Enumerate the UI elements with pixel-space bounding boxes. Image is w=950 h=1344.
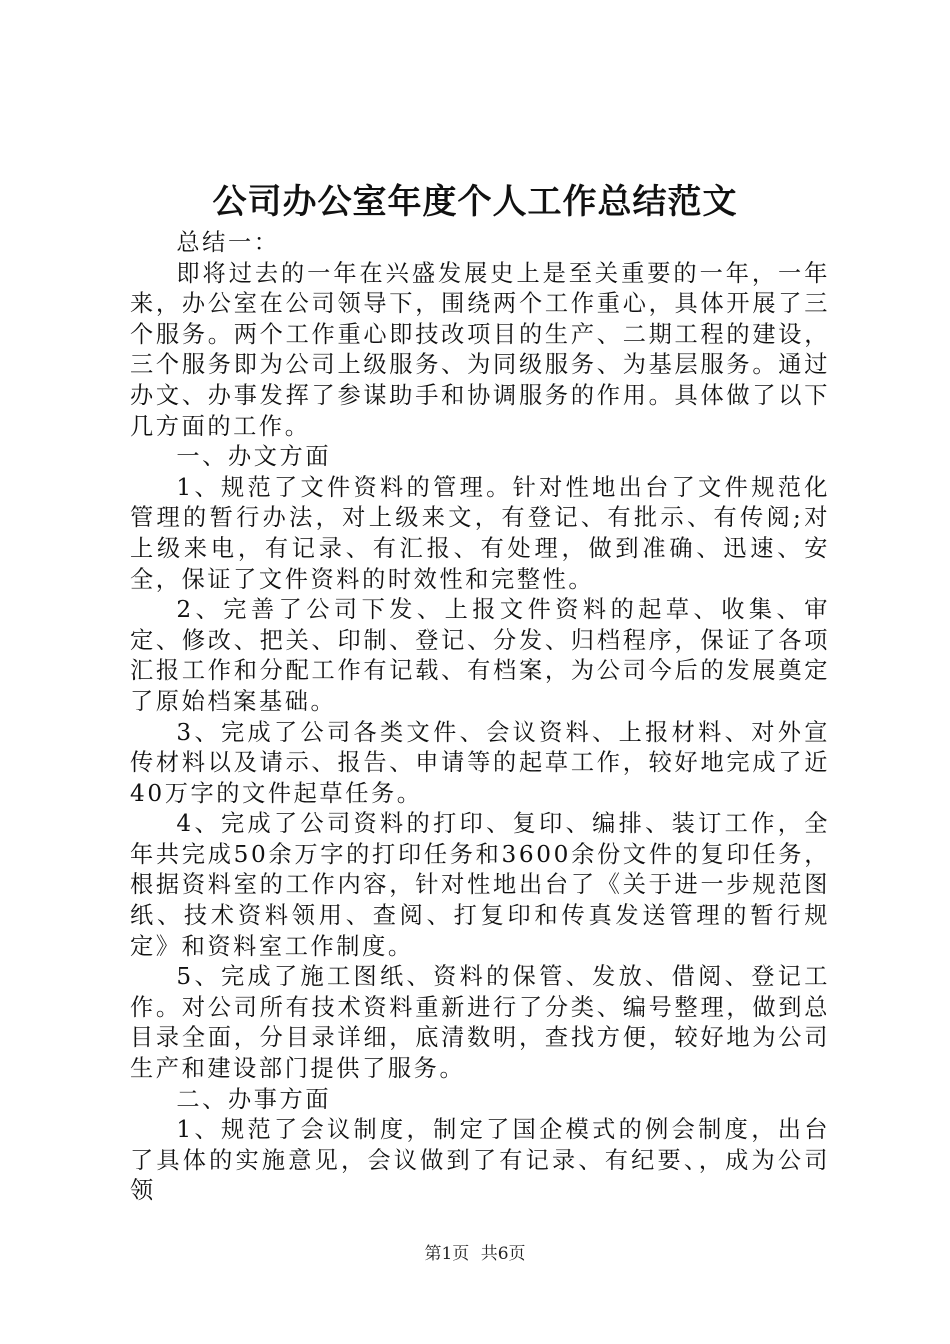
section-heading-affairs-work: 二、办事方面 (176, 1085, 332, 1113)
paragraph-item-2: 2、完善了公司下发、上报文件资料的起草、收集、审定、修改、把关、印制、登记、分发、归档程序，保证了各项汇报工作和分配工作有记载、有档案，为公司今后的发展奠定了原始档案基础。 (130, 596, 830, 715)
intro-paragraph: 即将过去的一年在兴盛发展史上是至关重要的一年，一年来，办公室在公司领导下，围绕两个工作重心，具体开展了三个服务。两个工作重心即技改项目的生产、二期工程的建设，三个服务即为公司上级服务、为同级服务、为基层服务。通过办文、办事发挥了参谋助手和协调服务的作用。具体做了以下几方面的工作。 (130, 259, 830, 440)
page-footer (0, 1243, 950, 1265)
paragraph-item-5: 5、完成了施工图纸、资料的保管、发放、借阅、登记工作。对公司所有技术资料重新进行了分类、编号整理，做到总目录全面，分目录详细，底清数明，查找方便，较好地为公司生产和建设部门提供了服务。 (130, 963, 830, 1083)
page-number: 第1页 (424, 1244, 470, 1264)
paragraph-affairs-item-1: 1、规范了会议制度，制定了国企模式的例会制度，出台了具体的实施意见，会议做到了有记录、有纪要、，成为公司领 (130, 1116, 830, 1205)
document-title: 公司办公室年度个人工作总结范文 (212, 182, 738, 222)
document-body (130, 228, 830, 1207)
page-total: 共6页 (480, 1244, 526, 1264)
paragraph-item-1: 1、规范了文件资料的管理。针对性地出台了文件规范化管理的暂行办法，对上级来文，有登记、有批示、有传阅;对上级来电，有记录、有汇报、有处理，做到准确、迅速、安全，保证了文件资料的时效性和完整性。 (130, 473, 830, 593)
paragraph-item-3: 3、完成了公司各类文件、会议资料、上报材料、对外宣传材料以及请示、报告、申请等的起草工作，较好地完成了近40万字的文件起草任务。 (130, 718, 830, 807)
section-heading-summary-one: 总结一： (176, 229, 280, 256)
section-heading-document-work: 一、办文方面 (176, 443, 332, 471)
paragraph-item-4: 4、完成了公司资料的打印、复印、编排、装订工作，全年共完成50余万字的打印任务和3600余份文件的复印任务，根据资料室的工作内容，针对性地出台了《关于进一步规范图纸、技术资料领用、查阅、打复印和传真发送管理的暂行规定》和资料室工作制度。 (130, 810, 830, 960)
